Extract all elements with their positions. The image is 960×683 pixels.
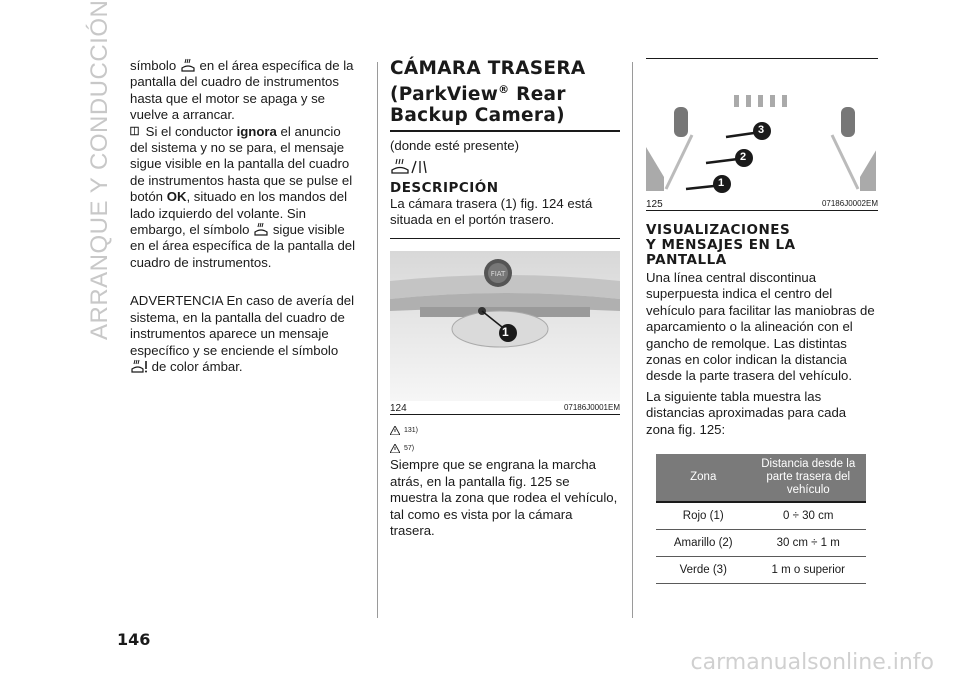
column-divider (632, 62, 633, 618)
table-cell: Verde (3) (656, 557, 751, 584)
table-row (656, 557, 866, 584)
svg-text:FIAT: FIAT (490, 270, 506, 279)
warning-ref-2: 57) (390, 439, 620, 457)
figure-top-rule (390, 238, 620, 239)
column-2 (390, 58, 620, 539)
table-cell: Rojo (1) (656, 502, 751, 530)
figure-caption (390, 401, 620, 414)
description: La cámara trasera (1) fig. 124 está situada en el portón trasero. (390, 195, 593, 227)
table-row (656, 530, 866, 557)
figure-caption (646, 197, 878, 210)
column-1 (130, 58, 358, 375)
figure-marker-1: 1 (502, 325, 509, 340)
column-divider (377, 62, 378, 618)
parksense-symbol-icon (253, 222, 269, 236)
paragraph-2: La siguiente tabla muestra las distancias aproximadas para cada zona fig. 125: (646, 388, 847, 437)
parksense-symbol-icon (180, 58, 196, 72)
parksense-failure-icon (130, 359, 148, 373)
subsection-title: VISUALIZACIONES Y MENSAJES EN LA PANTALLA (646, 222, 796, 268)
table-cell: Amarillo (2) (656, 530, 751, 557)
figure-125 (646, 59, 876, 197)
table-header-cell: Zona (656, 454, 751, 502)
watermark: carmanualsonline.info (690, 650, 934, 675)
table-cell: 0 ÷ 30 cm (751, 502, 867, 530)
side-section-title: ARRANQUE Y CONDUCCIÓN (86, 0, 113, 340)
title-rule (390, 130, 620, 132)
subsection-title: DESCRIPCIÓN (390, 179, 499, 196)
figure-code: 07186J0001EM (563, 403, 620, 413)
camera-symbol-icon (390, 155, 620, 177)
figure-124 (390, 251, 620, 401)
warning-icon (390, 426, 400, 435)
figure-marker-1: 1 (718, 177, 725, 189)
paragraph-2: Si el conductor ignora el anuncio del sistema y no se para, el mensaje sigue visible en la pantalla del cuadro de instrumentos hasta que se pulse el botón OK, situado en los mandos del lado izquierdo del volante. Sin embargo, el símbolo sigue visible en el área específica de la pantalla del cuadro de instrumentos. (130, 123, 356, 270)
section-title: CÁMARA TRASERA (ParkView® Rear Backup Camera) (390, 58, 586, 127)
figure-number: 124 (390, 403, 407, 415)
figure-code: 07186J0002EM (821, 199, 878, 208)
paragraph-1: símbolo en el área específica de la pantalla del cuadro de instrumentos hasta que el motor se apaga y se vuelve a arrancar. (130, 58, 354, 123)
body-text: Siempre que se engrana la marcha atrás, en la pantalla fig. 125 se muestra la zona que rodea el vehículo, tal como es vista por la cámara trasera. (390, 457, 618, 538)
paragraph-warning: ADVERTENCIA En caso de avería del sistema, en la pantalla del cuadro de instrumentos aparece un mensaje específico y se enciende el símbolo de color ámbar. (130, 293, 355, 374)
paragraph-1: Una línea central discontinua superpuesta indica el centro del vehículo para facilitar las maniobras de aparcamiento o la alineación con el gancho de remolque. Las distintas zonas en color indican la distancia desde la parte trasera del vehículo. (646, 270, 875, 384)
availability-note: (donde esté presente) (390, 138, 520, 154)
warning-icon (390, 444, 400, 453)
figure-marker-2: 2 (740, 151, 747, 163)
page-number: 146 (117, 630, 151, 649)
figure-number: 125 (646, 199, 663, 210)
table-cell: 1 m o superior (751, 557, 867, 584)
table-header-cell: Distancia desde la parte trasera del vehículo (751, 454, 867, 502)
distance-table (656, 454, 866, 584)
table-header-row (656, 454, 866, 502)
book-icon (130, 124, 142, 138)
column-3 (646, 58, 878, 584)
table-row (656, 502, 866, 530)
warning-ref-1: 131) (390, 421, 620, 439)
figure-marker-3: 3 (758, 124, 765, 136)
table-cell: 30 cm ÷ 1 m (751, 530, 867, 557)
